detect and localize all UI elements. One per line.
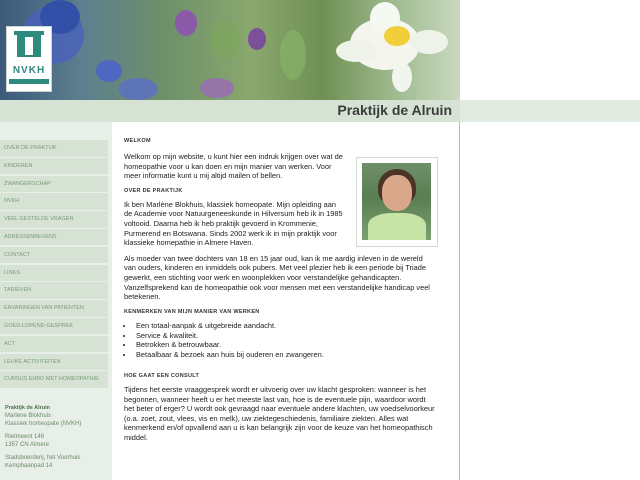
nav-item-over-de-praktijk[interactable]: OVER DE PRAKTIJK [0,140,108,157]
list-item: • Betrokken & betrouwbaar. [134,340,454,350]
nvkh-logo[interactable] [6,26,52,92]
nav-item-adressenbevens[interactable]: ADRESSENBEVENS [0,229,108,246]
nav-item-zwangerschap[interactable]: ZWANGERSCHAP [0,176,108,193]
sidebar-nav [0,140,108,389]
nav-item-act[interactable]: ACT [0,336,108,353]
over-heading: OVER DE PRAKTIJK [124,187,183,194]
kenmerken-list [124,321,454,360]
over-text: Ik ben Marlène Blokhuis, klassiek homeopate. Mijn opleiding aan de Academie voor Natuurgeneeskunde in Hilversum heb ik in 1985 voltooid. Daarna heb ik heb praktijk gevoerd in Krommenie, Purmerend en Botswana. Sinds 2002 werk ik in mijn praktijk voor klassieke homepathie in Almere Haven. [124,199,343,248]
list-item: • Een totaal-aanpak & uitgebreide aandacht. [134,321,454,331]
contact-heading: Praktijk de Alruin [5,405,51,411]
contact-street: Rietmeent 146 [5,434,45,440]
list-item: • Betaalbaar & bezoek aan huis bij ouderen en zwangeren. [134,350,454,360]
contact-place2: Stadsboerderij, het Voorhuis [5,455,81,461]
hoe-text: Tijdens het eerste vraaggesprek wordt er uitvoerig over uw klacht gesproken: wanneer is het begonnen, wanneer heeft u er het meeste last van, hoe is de eventuele pijn, waardoor wordt het beter of erger? U wordt ook gevraagd naar eventuele andere klachten, uw voedselvoorkeur (o.a. zoet, zout, vlees, vis en melk), uw ziektegeschiedenis, familiaire ziekten. Alles wat kenmerkend en/of opvallend aan u is kan belangrijk zijn voor de keuze van het homeopathisch middel. [124,384,435,442]
nav-item-ervaringen[interactable]: ERVARINGEN VAN PATIENTEN [0,300,108,317]
hoe-heading: HOE GAAT EEN CONSULT [124,372,200,379]
contact-city: 1357 CN Almere [5,442,50,448]
nvkh-pillar-logo-icon [17,33,41,57]
sidebar-contact [5,404,109,470]
moeder-text: Als moeder van twee dochters van 18 en 15 jaar oud, kan ik me aardig inleven in de wereld van ouders, kinderen en inmiddels ook pubers. Met veel plezier heb ik een periode bij Triade gewerkt, een stichting voor werk en woonplekken voor verstandelijke gehandicapten. Vanzelfsprekend kan de homeopathie ook voor mensen met een verstandelijke handicap veel betekenen. [124,253,430,302]
nav-item-cursus-ehbo[interactable]: CURSUS EHBO MET HOMEOPATHIE [0,371,108,388]
nav-item-nvkh[interactable]: NVKH [0,193,108,210]
nav-item-veel-gestelde-vragen[interactable]: VEEL GESTELDE VRAGEN [0,211,108,228]
header-whitespace [460,0,640,100]
title-strip-extension [460,100,640,122]
contact-street2: Kemphaanpad 14 [5,463,53,469]
nav-item-tarieven[interactable]: TARIEVEN [0,282,108,299]
contact-title: Klassiek homeopate (NVKH) [5,421,82,427]
nav-item-goed-lopend-gesprek[interactable]: GOED-LOPEND-GESPREK [0,318,108,335]
contact-name: Marlène Blokhuis [5,413,52,419]
nav-item-links[interactable]: LINKS [0,265,108,282]
welkom-heading: WELKOM [124,138,151,144]
main-content [124,138,454,442]
list-item: • Service & kwaliteit. [134,331,454,341]
site-title: Praktijk de Alruin [337,102,452,118]
header-banner-image [0,0,460,100]
welkom-text: Welkom op mijn website, u kunt hier een indruk krijgen over wat de homeopathie voor u kan doen en mijn manier van werken. Voor meer informatie kunt u mij altijd mailen of bellen. [124,152,343,181]
content-divider [459,122,460,480]
logo-subbar [9,79,49,84]
kenmerken-heading: KENMERKEN VAN MIJN MANIER VAN WERKEN [124,308,260,315]
nav-item-kinderen[interactable]: KINDEREN [0,158,108,175]
nav-item-contact[interactable]: CONTACT [0,247,108,264]
logo-text: NVKH [12,65,46,76]
nav-item-leuke-activiteiten[interactable]: LEUKE ACTIVITEITEN [0,354,108,371]
